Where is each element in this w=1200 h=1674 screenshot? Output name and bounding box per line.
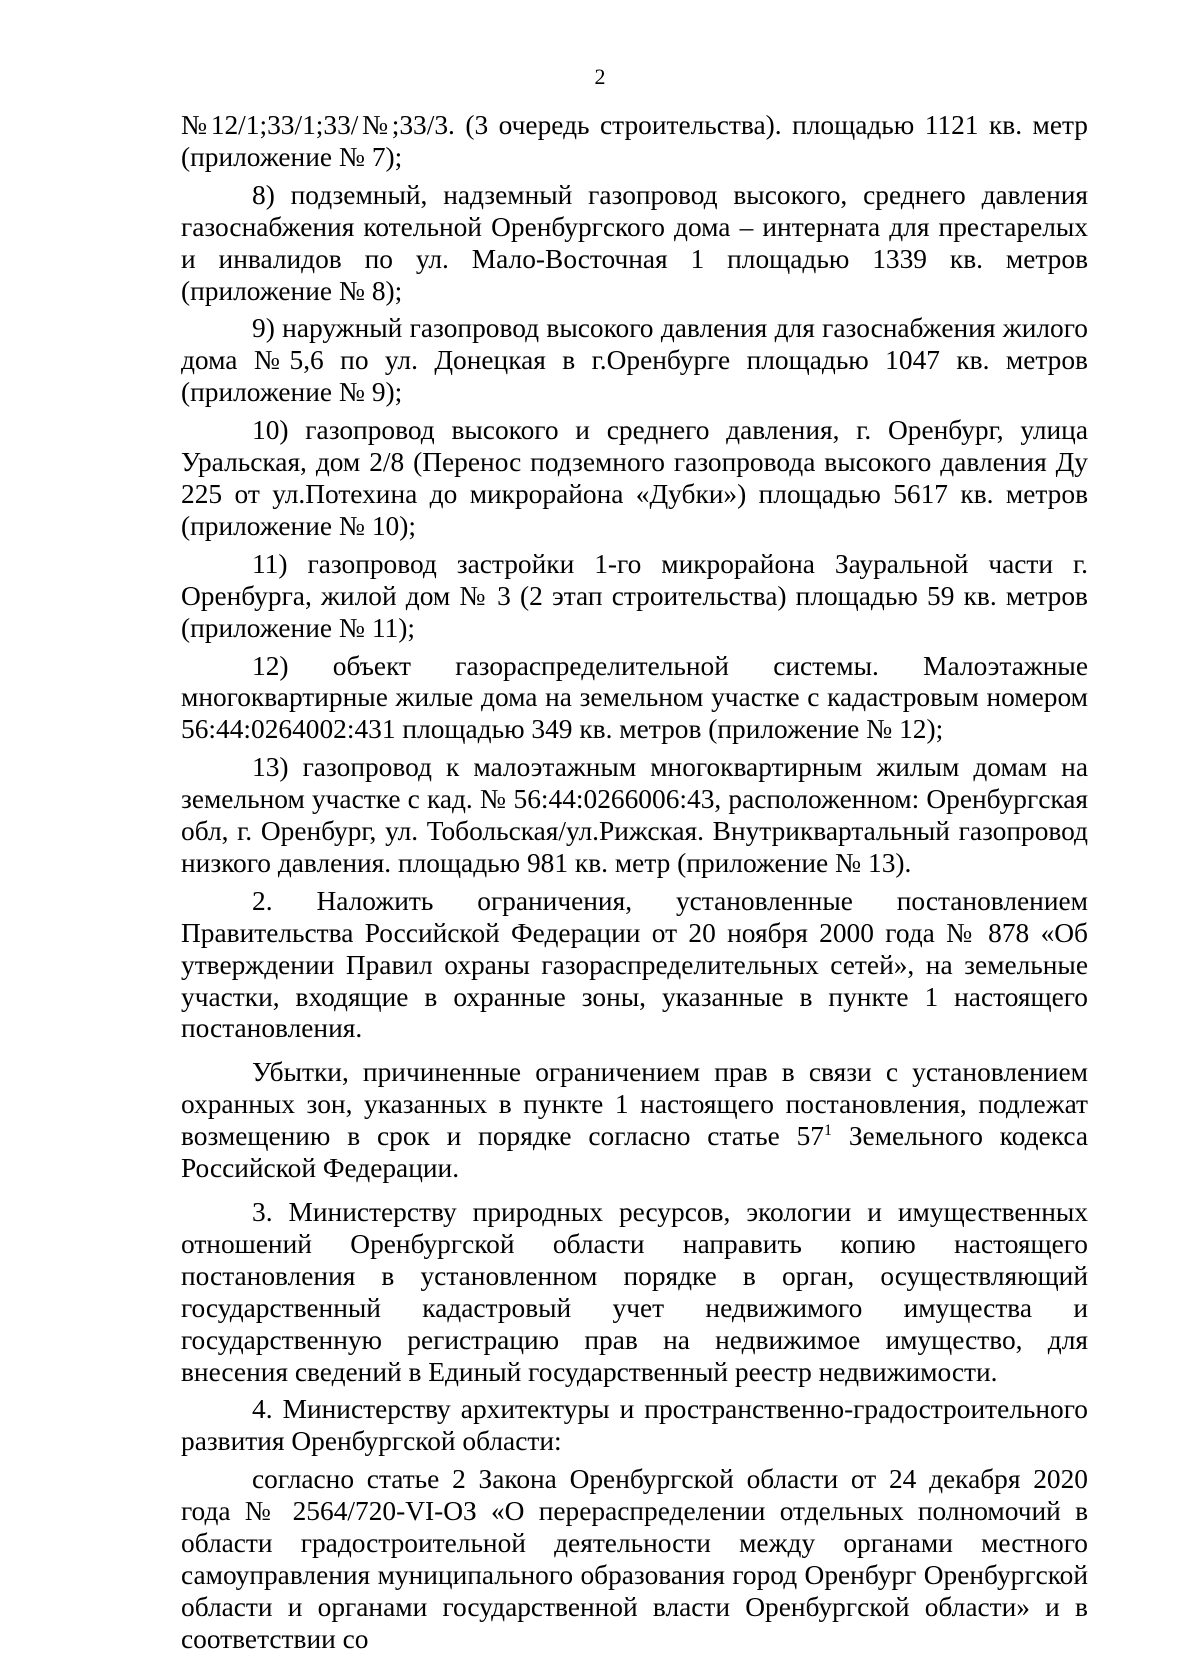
page-number: 2 bbox=[594, 64, 606, 89]
paragraph-item-9: 9) наружный газопровод высокого давления для газоснабжения жилого дома №5,6 по ул. Донецкая в г.Оренбурге площадью 1047 кв. метров (приложение № 9); bbox=[181, 313, 1088, 408]
paragraph-item-11: 11) газопровод застройки 1-го микрорайона Зауральной части г. Оренбурга, жилой дом № 3 (2 этап строительства) площадью 59 кв. метров (приложение № 11); bbox=[181, 548, 1088, 643]
paragraph-losses-compensation bbox=[181, 1057, 1088, 1185]
paragraph-item-7-continuation: №12/1;33/1;33/№;33/3. (3 очередь строительства). площадью 1121 кв. метр (приложение № 7); bbox=[181, 110, 1088, 172]
paragraph-losses-text-after: Земельного кодекса Российской Федерации. bbox=[181, 1121, 1088, 1184]
document-body bbox=[181, 110, 1088, 1656]
paragraph-section-4: 4. Министерству архитектуры и пространственно-градостроительного развития Оренбургской области: bbox=[181, 1394, 1088, 1457]
paragraph-section-4-law-reference: согласно статье 2 Закона Оренбургской области от 24 декабря 2020 года № 2564/720-VI-ОЗ «О перераспределении отдельных полномочий в области градостроительной деятельности между органами местного самоуправления муниципального образования город Оренбург Оренбургской области и органами государственной власти Оренбургской области» и в соответствии со bbox=[181, 1464, 1088, 1654]
paragraph-item-8: 8) подземный, надземный газопровод высокого, среднего давления газоснабжения котельной Оренбургского дома – интерната для престарелых и инвалидов по ул. Мало-Восточная 1 площадью 1339 кв. метров (приложение № 8); bbox=[181, 179, 1088, 306]
article-superscript: 1 bbox=[824, 1122, 832, 1140]
paragraph-item-12: 12) объект газораспределительной системы. Малоэтажные многоквартирные жилые дома на земельном участке с кадастровым номером 56:44:0264002:431 площадью 349 кв. метров (приложение № 12); bbox=[181, 650, 1088, 745]
paragraph-item-13: 13) газопровод к малоэтажным многоквартирным жилым домам на земельном участке с кад. № 56:44:0266006:43, расположенном: Оренбургская обл, г. Оренбург, ул. Тобольская/ул.Рижская. Внутриквартальный газопровод низкого давления. площадью 981 кв. метр (приложение № 13). bbox=[181, 752, 1088, 878]
paragraph-section-3: 3. Министерству природных ресурсов, экологии и имущественных отношений Оренбургской области направить копию настоящего постановления в установленном порядке в орган, осуществляющий государственный кадастровый учет недвижимого имущества и государственную регистрацию прав на недвижимое имущество, для внесения сведений в Единый государственный реестр недвижимости. bbox=[181, 1197, 1088, 1387]
paragraph-section-2: 2. Наложить ограничения, установленные постановлением Правительства Российской Федерации от 20 ноября 2000 года № 878 «Об утверждении Правил охраны газораспределительных сетей», на земельные участки, входящие в охранные зоны, указанные в пункте 1 настоящего постановления. bbox=[181, 885, 1088, 1044]
paragraph-losses-text-before: Убытки, причиненные ограничением прав в связи с установлением охранных зон, указанных в пункте 1 настоящего постановления, подлежат возмещению в срок и порядке согласно статье 57 bbox=[181, 1057, 1088, 1152]
paragraph-item-10: 10) газопровод высокого и среднего давления, г. Оренбург, улица Уральская, дом 2/8 (Перенос подземного газопровода высокого давления Ду 225 от ул.Потехина до микрорайона «Дубки») площадью 5617 кв. метров (приложение № 10); bbox=[181, 415, 1088, 541]
